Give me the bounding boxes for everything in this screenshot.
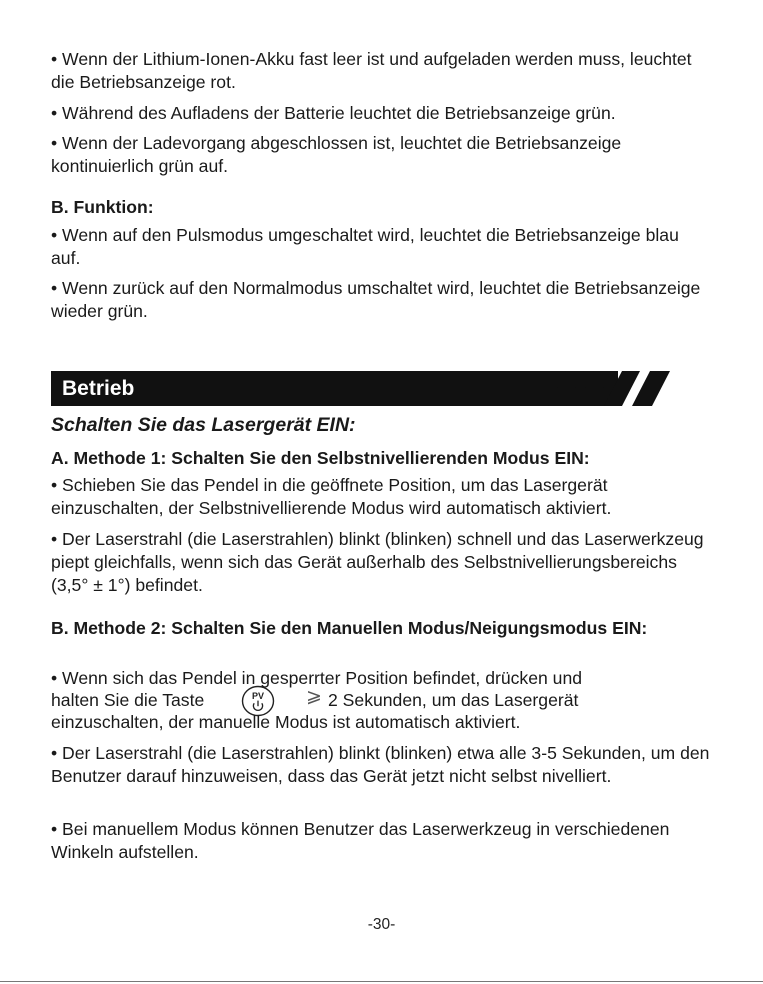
method2-bullet-locked-line3: einzuschalten, der manuelle Modus ist automatisch aktiviert. [51,712,521,732]
section-bar-title: Betrieb [62,377,135,400]
method2-bullet-locked-line2b: 2 Sekunden, um das Lasergerät [328,690,579,710]
intro-bullet-charging: • Während des Aufladens der Batterie leuchtet die Betriebsanzeige grün. [51,103,616,123]
section-bar-stripes [548,371,670,406]
bottom-rule [0,981,763,982]
method2-bullet-locked-line2a: halten Sie die Taste [51,690,205,710]
method2-bullet-angles: • Bei manuellem Modus können Benutzer das Laserwerkzeug in verschiedenen Winkeln aufstellen. [51,819,670,862]
method2-bullet-blink-interval: • Der Laserstrahl (die Laserstrahlen) blinkt (blinken) etwa alle 3-5 Sekunden, um den Benutzer darauf hinzuweisen, dass das Gerät jetzt nicht selbst nivelliert. [51,743,710,786]
page-number: -30- [367,916,396,933]
greater-equal-symbol: ⩾ [306,686,322,707]
function-bullet-normal: • Wenn zurück auf den Normalmodus umschaltet wird, leuchtet die Betriebsanzeige wieder grün. [51,278,701,321]
intro-bullet-low-battery: • Wenn der Lithium-Ionen-Akku fast leer ist und aufgeladen werden muss, leuchtet die Betriebsanzeige rot. [51,49,692,92]
function-bullet-pulse: • Wenn auf den Pulsmodus umgeschaltet wird, leuchtet die Betriebsanzeige blau auf. [51,225,679,268]
method1-bullet-blink: • Der Laserstrahl (die Laserstrahlen) blinkt (blinken) schnell und das Laserwerkzeug piept gleichfalls, wenn sich das Gerät außerhalb des Selbstnivellierungsbereichs (3,5° ± 1°) befindet. [51,529,704,595]
switch-on-heading: Schalten Sie das Lasergerät EIN: [51,414,356,436]
method2-bullet-locked-line1: • Wenn sich das Pendel in gesperrter Position befindet, drücken und [51,668,583,688]
function-heading: B. Funktion: [51,197,154,217]
intro-bullet-charged: • Wenn der Ladevorgang abgeschlossen ist, leuchtet die Betriebsanzeige kontinuierlich grün auf. [51,133,622,176]
method1-bullet-pendulum: • Schieben Sie das Pendel in die geöffnete Position, um das Lasergerät einzuschalten, der Selbstnivellierende Modus wird automatisch aktiviert. [51,475,612,518]
section-bar [51,371,618,406]
method1-heading: A. Methode 1: Schalten Sie den Selbstnivellierenden Modus EIN: [51,448,590,468]
method2-heading: B. Methode 2: Schalten Sie den Manuellen Modus/Neigungsmodus EIN: [51,618,648,638]
power-pv-button-label: PV [251,691,265,701]
